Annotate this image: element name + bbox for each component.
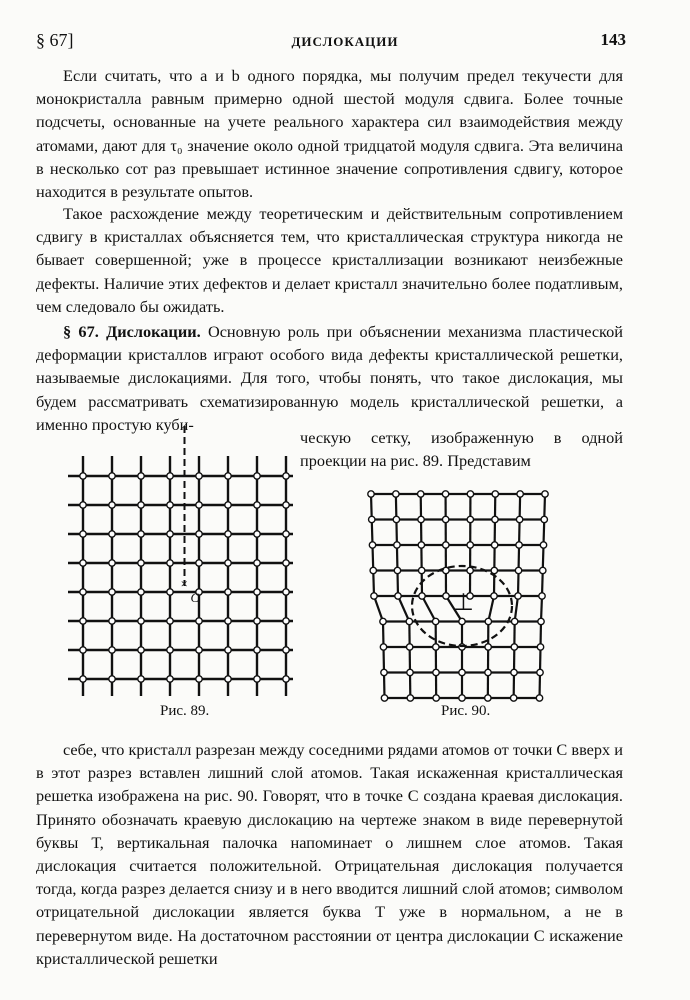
atom [407, 695, 413, 701]
atom [511, 644, 517, 650]
atom [196, 647, 202, 653]
atom [467, 491, 473, 497]
atom [167, 618, 173, 624]
atom [283, 531, 289, 537]
paragraph-1: Если считать, что a и b одного порядка, мы получим предел текучести для монокристалла равным примерно одной шестой модуля сдвига. Более точные подсчеты, основанные на учете реального характера сил взаимодействия между атомами, дают для τ₀ значение около одной тридцатой модуля сдвига. Эта величина в несколько сот раз превышает истинное значение сопротивления сдвигу, которое находится в результате опытов. [36, 66, 623, 202]
atom [541, 516, 547, 522]
paragraph-2: Такое расхождение между теоретическим и действительным сопротивлением сдвигу в кристаллах объясняется тем, что кристаллическая структура никогда не бывает совершенной; уже в процессе кристаллизации возникают неизбежные дефекты. Наличие этих дефектов и делает кристалл значительно более податливым, чем следовало бы ожидать. [36, 204, 623, 316]
atom [167, 560, 173, 566]
atom [467, 567, 473, 573]
atom [459, 669, 465, 675]
atom [225, 647, 231, 653]
atom [80, 502, 86, 508]
atom [443, 593, 449, 599]
atom [540, 542, 546, 548]
atom [167, 647, 173, 653]
paragraph-5: себе, что кристалл разрезан между соседними рядами атомов от точки C вверх и в этот разрез вставлен лишний слой атомов. Такая искаженная кристаллическая решетка изображена на рис. 90. Говорят, что в точке C создана краевая дислокация. Принято обозначать краевую дислокацию на чертеже знаком в виде перевернутой буквы Т, вертикальная палочка напоминает о лишнем слое атомов. Такая дислокация считается положительной. Отрицательная дислокация получается тогда, когда разрез делается снизу и в него вводится лишний слой атомов; символом отрицательной дислокации является буква Т уже в нормальном, а не в перевернутом виде. На достаточном расстоянии от центра дислокации C искажение кристаллической решетки [36, 740, 623, 968]
header-title: ДИСЛОКАЦИИ [291, 34, 399, 49]
atom [485, 618, 491, 624]
atom [109, 560, 115, 566]
atom [254, 647, 260, 653]
paragraph-3 [36, 320, 623, 436]
atom [394, 542, 400, 548]
atom [443, 542, 449, 548]
atom [511, 669, 517, 675]
atom [283, 502, 289, 508]
atom [225, 502, 231, 508]
atom [542, 491, 548, 497]
atom [368, 491, 374, 497]
cubic-lattice-diagram [68, 426, 318, 706]
atom [109, 473, 115, 479]
atom [418, 567, 424, 573]
paragraph-3-body: Основную роль при объяснении механизма пластической деформации кристаллов играют особого вида дефекты кристаллической решетки, называемые дислокациями. Для того, чтобы понять, что такое дислокация, мы будем рассматривать схематизированную модель кристаллической решетки, а именно простую куби- [36, 322, 623, 434]
atom [283, 473, 289, 479]
atom [109, 676, 115, 682]
atom [254, 589, 260, 595]
atom [138, 531, 144, 537]
atom [442, 491, 448, 497]
atom [442, 516, 448, 522]
atom [196, 560, 202, 566]
atom [418, 516, 424, 522]
atom [485, 644, 491, 650]
atom [196, 502, 202, 508]
atom [510, 695, 516, 701]
atom [138, 589, 144, 595]
atom [407, 669, 413, 675]
atom [283, 589, 289, 595]
atom [283, 560, 289, 566]
atom [537, 669, 543, 675]
atom [80, 473, 86, 479]
point-c-label: C [190, 590, 200, 605]
atom [80, 560, 86, 566]
atom [138, 676, 144, 682]
atom [167, 676, 173, 682]
atom [167, 589, 173, 595]
paragraph-4: ческую сетку, изображенную в одной проекции на рис. 89. Представим [300, 428, 623, 471]
atom [515, 567, 521, 573]
atom [254, 560, 260, 566]
atom [492, 516, 498, 522]
atom [381, 669, 387, 675]
atom [225, 589, 231, 595]
atom [109, 502, 115, 508]
atom [138, 560, 144, 566]
atom [381, 695, 387, 701]
lattice-bond [488, 596, 494, 622]
atom [393, 491, 399, 497]
point-c-mark: × [180, 576, 188, 591]
atom [109, 618, 115, 624]
atom [369, 516, 375, 522]
atom [394, 567, 400, 573]
atom [80, 647, 86, 653]
header-section: § 67] [36, 30, 74, 50]
atom [283, 618, 289, 624]
atom [371, 593, 377, 599]
figure-89 [68, 426, 318, 706]
atom [225, 473, 231, 479]
atom [459, 695, 465, 701]
atom [536, 695, 542, 701]
atom [109, 647, 115, 653]
atom [254, 531, 260, 537]
atom [369, 542, 375, 548]
atom [380, 644, 386, 650]
atom [283, 676, 289, 682]
atom [167, 473, 173, 479]
atom [517, 491, 523, 497]
atom [254, 676, 260, 682]
atom [419, 593, 425, 599]
atom [80, 676, 86, 682]
atom [485, 695, 491, 701]
atom [467, 516, 473, 522]
atom [138, 473, 144, 479]
page-number: 143 [600, 30, 626, 49]
atom [138, 618, 144, 624]
atom [393, 516, 399, 522]
atom [225, 531, 231, 537]
atom [254, 618, 260, 624]
atom [196, 473, 202, 479]
atom [433, 644, 439, 650]
atom [80, 531, 86, 537]
atom [109, 531, 115, 537]
atom [225, 618, 231, 624]
atom [80, 589, 86, 595]
atom [467, 542, 473, 548]
atom [196, 531, 202, 537]
atom [433, 669, 439, 675]
section-heading: § 67. Дислокации. [63, 322, 201, 341]
atom [138, 502, 144, 508]
atom [406, 618, 412, 624]
atom [196, 676, 202, 682]
atom [225, 560, 231, 566]
atom [167, 502, 173, 508]
atom [254, 502, 260, 508]
edge-dislocation-diagram [360, 478, 570, 708]
atom [432, 618, 438, 624]
atom [433, 695, 439, 701]
atom [515, 593, 521, 599]
atom [196, 618, 202, 624]
atom [491, 567, 497, 573]
lattice-bond [422, 596, 436, 622]
atom [540, 567, 546, 573]
figure-90-caption: Рис. 90. [441, 703, 491, 719]
lattice-bond [374, 596, 383, 622]
atom [395, 593, 401, 599]
atom [380, 618, 386, 624]
dislocation-symbol: ⊥ [453, 588, 474, 616]
atom [167, 531, 173, 537]
atom [539, 593, 545, 599]
atom [511, 618, 517, 624]
atom [225, 676, 231, 682]
atom [109, 589, 115, 595]
figure-89-caption: Рис. 89. [160, 703, 210, 719]
atom [516, 542, 522, 548]
atom [516, 516, 522, 522]
atom [370, 567, 376, 573]
atom [138, 647, 144, 653]
atom [538, 618, 544, 624]
lattice-bond [398, 596, 409, 622]
atom [406, 644, 412, 650]
figure-90 [360, 478, 570, 708]
atom [491, 593, 497, 599]
atom [491, 542, 497, 548]
atom [492, 491, 498, 497]
atom [485, 669, 491, 675]
atom [80, 618, 86, 624]
atom [283, 647, 289, 653]
atom [459, 618, 465, 624]
atom [254, 473, 260, 479]
atom [418, 491, 424, 497]
atom [418, 542, 424, 548]
atom [537, 644, 543, 650]
